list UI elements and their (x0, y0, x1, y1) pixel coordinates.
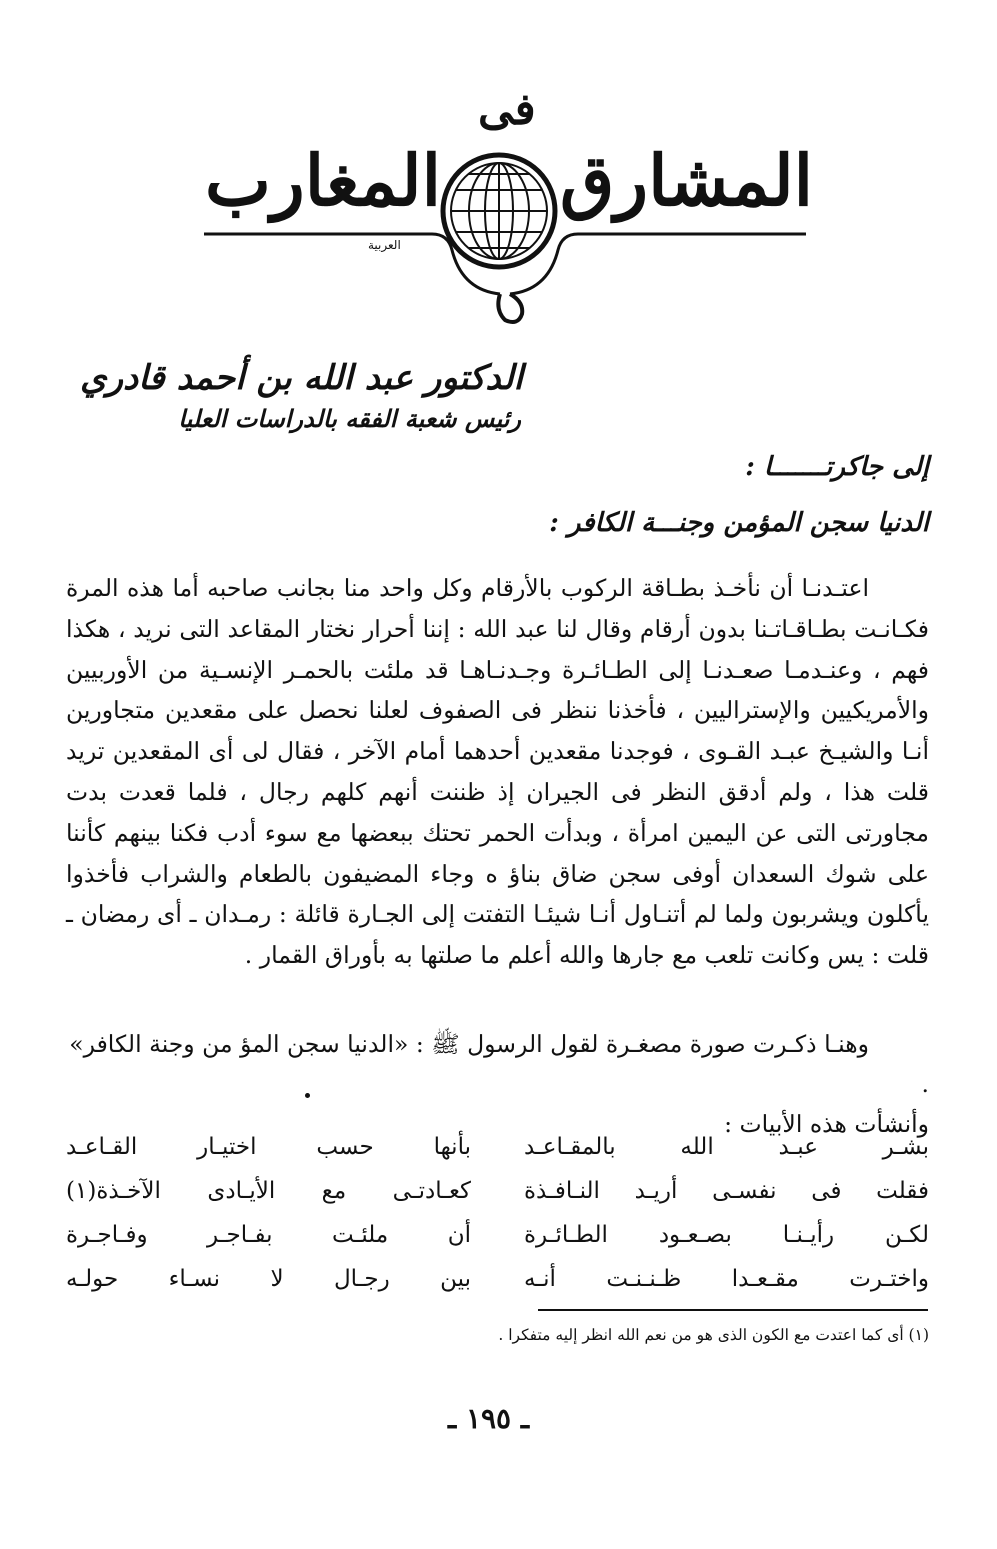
verse-row (66, 1213, 929, 1257)
author-title: رئيس شعبة الفقه بالدراسات العليا (178, 404, 521, 433)
verse-right-hemistich: فقلت فى نفسـى أريـد النـافـذة (524, 1178, 929, 1204)
body-paragraph (66, 568, 929, 976)
verse-right-hemistich: واختـرت مقـعـدا ظـنـنـت أنـه (524, 1266, 929, 1292)
verse-row (66, 1169, 929, 1213)
logo-frame (200, 220, 810, 330)
author-name: الدكتور عبد الله بن أحمد قادري (79, 358, 523, 398)
verse-right-hemistich: لكـن رأيـنـا بصـعـود الطـائـرة (524, 1222, 929, 1248)
footnote: (١) أى كما اعتدت مع الكون الذى هو من نعم الله انظر إليه متفكرا . (498, 1326, 929, 1344)
logo-word-magharib: المغارب (205, 139, 442, 222)
logo-small-text: العربية (368, 238, 401, 252)
hadith-line: وهنـا ذكـرت صورة مصغـرة لقول الرسول ﷺ : «الدنيا سجن المؤ من وجنة الكافر» . (69, 1030, 929, 1098)
verse-left-hemistich: بين رجـال لا نسـاء حولـه (66, 1266, 471, 1292)
verses-intro: وأنشأت هذه الأبيات : (724, 1110, 929, 1138)
verse-right-hemistich: بشـر عبـد الله بالمقـاعـد (524, 1134, 929, 1160)
page-number: ـ ١٩٥ ـ (448, 1402, 530, 1435)
section-heading-dunya: الدنيا سجن المؤمن وجنـــة الكافر : (549, 508, 929, 538)
verse-left-hemistich: كعـادتـى مع الأيـادى الآخـذة(١) (66, 1178, 471, 1204)
logo-word-mashariq: المشارق (560, 139, 814, 222)
paragraph-text: اعتـدنـا أن نأخـذ بطـاقة الركوب بالأرقام وكل واحد منا بجانب صاحبه أما هذه المرة فكـانـت بطـاقـاتـنا بدون أرقام وقال لنا عبد الله : إننا أحرار نختار المقاعد التى نريد ، هكذا فهم ، وعنـدمـا صعـدنـا إلى الطـائـرة وجـدنـاهـا قد ملئت بالحمـر الإنسـية من الأوربيين والأمريكيين والإستراليين ، فأخذنا ننظر فى الصفوف لعلنا نحصل على مقعدين متجاورين أنـا والشيـخ عبـد القـوى ، فوجدنا مقعدين أحدهما أمام الآخر ، فقال لى أى المقعدين تريد قلت هذا ، ولم أدقق النظر فى الجيران إذ ظننت أنهم كلهم رجال ، فلما قعدت بدت مجاورتى التى عن اليمين امرأة ، وبدأت الحمر تحتك ببعضها مع سوء أدب فكنا بينهم كأننا على شوك السعدان أوفى سجن ضاق بناؤ ه وجاء المضيفون بالطعام والشراب فأخذوا يأكلون ويشربون ولما لم أتنـاول أنـا شيئـا التفتت إلى الجـارة قائلة : رمـدان ـ أى رمضان ـ قلت : يس وكانت تلعب مع جارها والله أعلم ما صلتها به بأوراق القمار . (66, 574, 929, 970)
section-heading-jakarta: إلى جاكرتـــــــا : (745, 452, 929, 482)
footnote-divider (538, 1309, 928, 1311)
poem-verses (66, 1125, 929, 1301)
verse-row (66, 1125, 929, 1169)
verse-row (66, 1257, 929, 1301)
verse-left-hemistich: بأنها حسب اختيـار القـاعـد (66, 1134, 471, 1160)
logo-word-fi: فى (478, 84, 536, 135)
stray-dot (305, 1093, 310, 1098)
verse-left-hemistich: أن ملئـت بفـاجـر وفـاجـرة (66, 1222, 471, 1248)
